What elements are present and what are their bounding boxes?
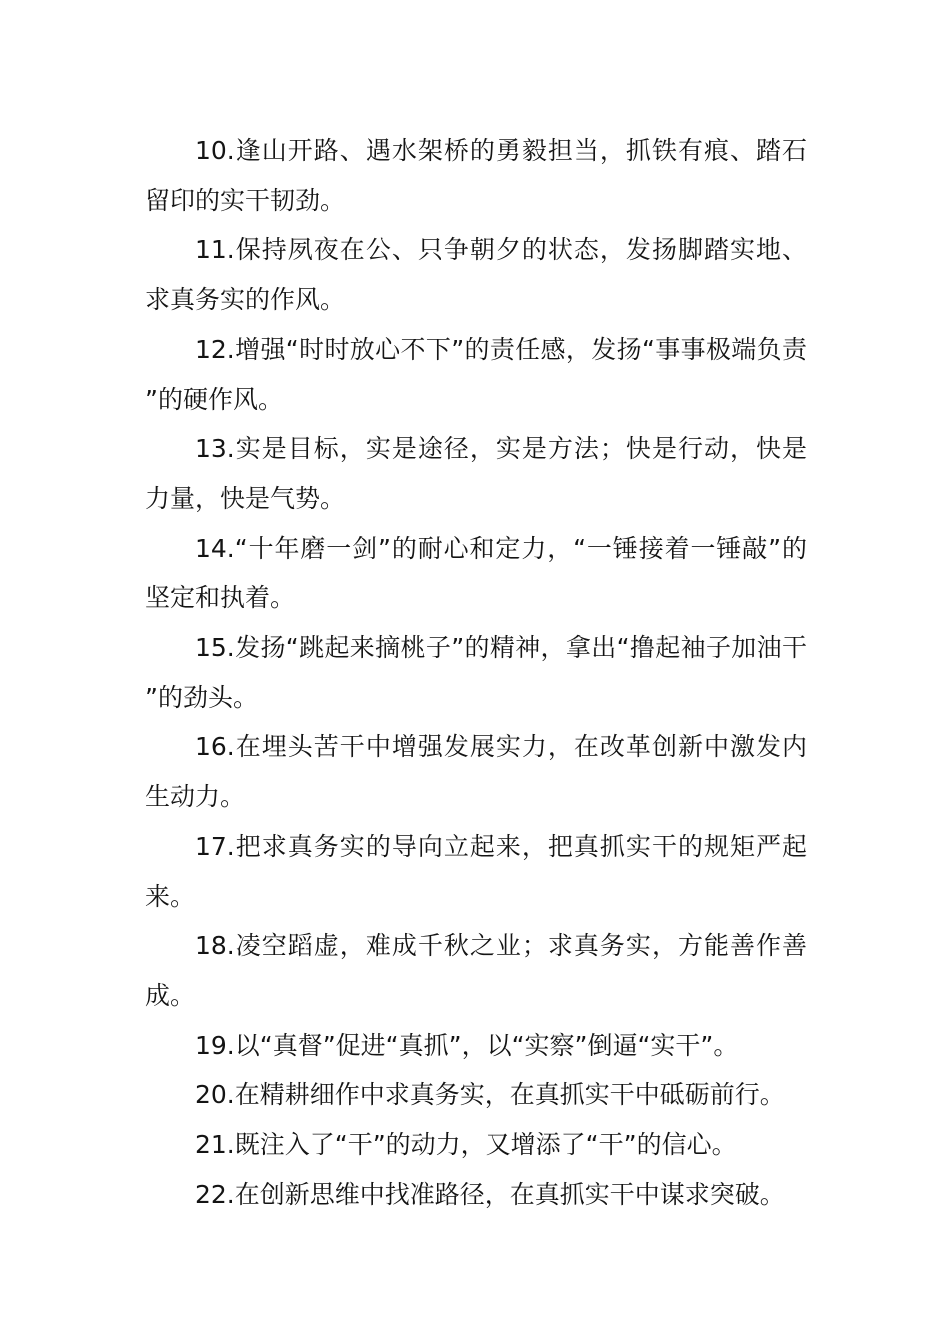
paragraph-15: 15.发扬“跳起来摘桃子”的精神，拿出“撸起袖子加油干”的劲头。 (145, 633, 807, 712)
paragraph-17: 17.把求真务实的导向立起来，把真抓实干的规矩严起来。 (145, 831, 807, 911)
paragraph-13: 13.实是目标，实是途径，实是方法；快是行动，快是力量，快是气势。 (145, 434, 807, 513)
paragraph-12: 12.增强“时时放心不下”的责任感，发扬“事事极端负责”的硬作风。 (145, 334, 807, 414)
paragraph-11: 11.保持夙夜在公、只争朝夕的状态，发扬脚踏实地、求真务实的作风。 (145, 235, 807, 315)
paragraph-20: 20.在精耕细作中求真务实，在真抓实干中砥砺前行。 (195, 1080, 785, 1110)
paragraph-10: 10.逢山开路、遇水架桥的勇毅担当，抓铁有痕、踏石留印的实干韧劲。 (145, 136, 807, 215)
paragraph-16: 16.在埋头苦干中增强发展实力，在改革创新中激发内生动力。 (145, 732, 807, 812)
paragraph-21: 21.既注入了“干”的动力，又增添了“干”的信心。 (195, 1130, 737, 1160)
paragraph-14: 14.“十年磨一剑”的耐心和定力，“一锤接着一锤敲”的坚定和执着。 (145, 533, 807, 613)
document-body (145, 126, 807, 1219)
paragraph-19: 19.以“真督”促进“真抓”，以“实察”倒逼“实干”。 (195, 1030, 739, 1060)
paragraph-18: 18.凌空蹈虚，难成千秋之业；求真务实，方能善作善成。 (145, 931, 807, 1010)
paragraph-22: 22.在创新思维中找准路径，在真抓实干中谋求突破。 (195, 1179, 785, 1209)
